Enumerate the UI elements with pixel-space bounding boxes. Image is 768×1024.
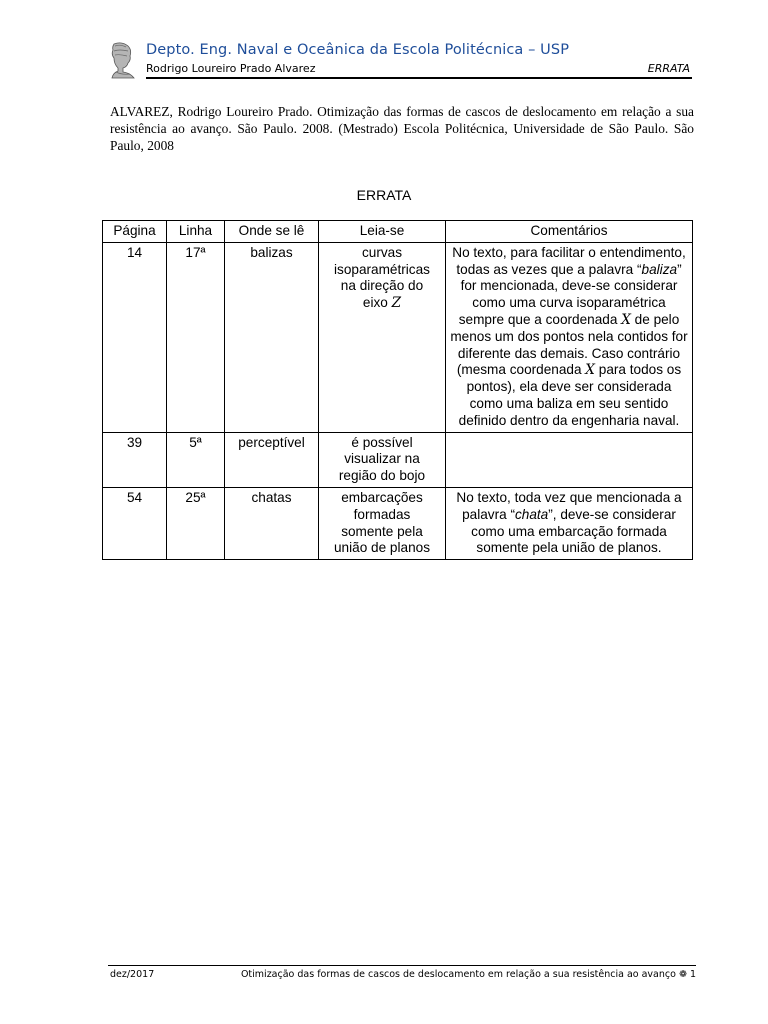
institution-bust-logo	[108, 42, 136, 80]
errata-table	[102, 220, 693, 560]
col-header-pagina: Página	[103, 221, 167, 243]
page-number: 1	[689, 969, 696, 980]
cell-comentarios	[446, 487, 693, 559]
leia-line: embarcações	[341, 489, 423, 505]
cell-linha: 25ª	[167, 487, 225, 559]
errata-title-text: ERRATA	[356, 187, 412, 203]
comment-text: ”, deve-se considerar como uma embarcação formada somente pela união de planos.	[471, 506, 676, 556]
cell-linha: 5ª	[167, 432, 225, 487]
comment-emphasis: baliza	[641, 261, 678, 277]
col-header-linha: Linha	[167, 221, 225, 243]
leia-line: região do bojo	[338, 468, 426, 484]
math-variable-z: Z	[391, 295, 402, 312]
footer-running-title	[241, 969, 696, 980]
cell-onde-se-le: perceptível	[225, 432, 319, 487]
leia-line: curvas	[361, 244, 403, 260]
col-header-leia-se: Leia-se	[319, 221, 446, 243]
leia-line: é possível	[351, 434, 413, 450]
col-header-onde-se-le: Onde se lê	[225, 221, 319, 243]
cell-comentarios	[446, 242, 693, 432]
comment-text: ” for mencionada, deve-se considerar como uma curva isoparamétrica sempre que a coordenada	[458, 261, 682, 327]
cell-pagina: 39	[103, 432, 167, 487]
comment-text: para todos os pontos), ela deve ser considerada como uma baliza em seu sentido definido dentro da engenharia naval.	[458, 362, 682, 428]
comment-text: de pelo menos um dos pontos nela contidos for diferente das demais. Caso contrário (mesma coordenada	[450, 311, 688, 378]
cell-leia-se	[319, 242, 446, 432]
page-header	[108, 42, 692, 80]
header-rule	[146, 77, 692, 79]
comment-text: No texto, toda vez que mencionada a palavra “	[456, 489, 682, 522]
leia-line: na direção do	[340, 278, 424, 294]
table-row	[103, 487, 693, 559]
footer-date: dez/2017	[110, 969, 155, 980]
bibliographic-citation: ALVAREZ, Rodrigo Loureiro Prado. Otimização das formas de cascos de deslocamento em relação a sua resistência ao avanço. São Paulo. 2008. (Mestrado) Escola Politécnica, Universidade de São Paulo. São Paulo, 2008	[110, 104, 694, 153]
department-title: Depto. Eng. Naval e Oceânica da Escola Politécnica – USP	[146, 42, 570, 58]
comment-text: No texto, para facilitar o entendimento, todas as vezes que a palavra “	[452, 244, 686, 277]
table-header-row	[103, 221, 693, 243]
page-footer	[108, 967, 696, 981]
math-variable-x: X	[585, 362, 595, 379]
footer-rule	[108, 965, 696, 966]
comment-emphasis: chata	[514, 506, 549, 522]
math-variable-x: X	[621, 311, 631, 328]
cell-linha: 17ª	[167, 242, 225, 432]
table-row	[103, 432, 693, 487]
header-section-label: ERRATA	[647, 62, 690, 75]
header-author: Rodrigo Loureiro Prado Alvarez	[146, 62, 316, 75]
leia-line: eixo	[362, 295, 388, 311]
leia-line: visualizar na	[344, 451, 420, 467]
cell-onde-se-le: chatas	[225, 487, 319, 559]
col-header-comentarios: Comentários	[446, 221, 693, 243]
cell-pagina: 54	[103, 487, 167, 559]
errata-title	[0, 187, 768, 203]
cell-comentarios	[446, 432, 693, 487]
footer-title-text: Otimização das formas de cascos de deslocamento em relação a sua resistência ao avanço	[240, 969, 676, 980]
leia-line: isoparamétricas	[334, 261, 430, 277]
page-ornament-icon: ❁	[678, 969, 687, 980]
leia-line: formadas	[353, 506, 411, 522]
table-row	[103, 242, 693, 432]
cell-onde-se-le: balizas	[225, 242, 319, 432]
leia-line: união de planos	[334, 540, 430, 556]
cell-leia-se	[319, 432, 446, 487]
cell-leia-se	[319, 487, 446, 559]
cell-pagina: 14	[103, 242, 167, 432]
leia-line: somente pela	[341, 523, 423, 539]
